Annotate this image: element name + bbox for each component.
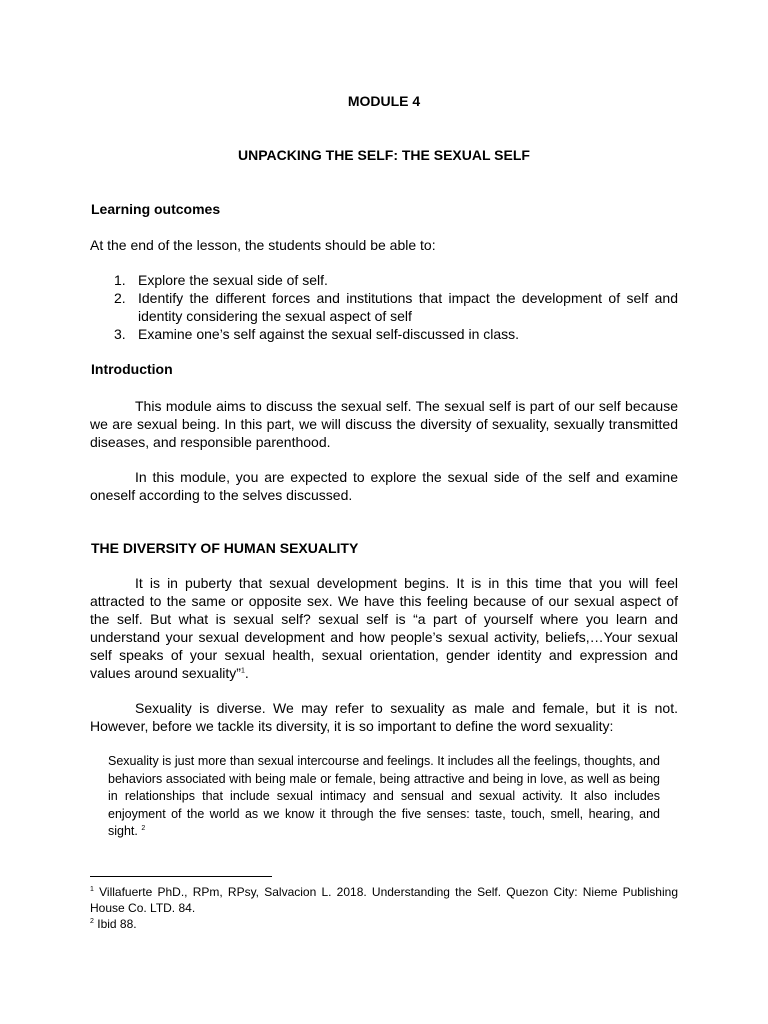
learning-outcomes-intro: At the end of the lesson, the students should be able to: bbox=[90, 237, 436, 253]
learning-outcomes-heading: Learning outcomes bbox=[91, 201, 221, 217]
footnote-1: $^1$ Villafuerte PhD., RPm, RPsy, Salvacion L. 2018. Understanding the Self. Quezon City: Nieme Publishing House Co. LTD. 84. bbox=[90, 885, 678, 915]
footnote-ref: 2 bbox=[141, 824, 146, 832]
list-item: 2. Identify the different forces and institutions that impact the development of self and identity considering the sexual aspect of self bbox=[114, 290, 678, 324]
introduction-paragraph-2: In this module, you are expected to explore the sexual side of the self and examine oneself according to the selves discussed. bbox=[90, 469, 678, 503]
footnote-divider bbox=[90, 876, 272, 877]
list-item: 1. Explore the sexual side of self. bbox=[114, 272, 328, 288]
diversity-heading: THE DIVERSITY OF HUMAN SEXUALITY bbox=[91, 540, 359, 556]
list-item: 3. Examine one’s self against the sexual self-discussed in class. bbox=[114, 326, 520, 342]
footnote-ref: 1 bbox=[240, 667, 245, 675]
diversity-paragraph-1: It is in puberty that sexual development begins. It is in this time that you will feel attracted to the same or opposite sex. We have this feeling because of our sexual aspect of the self. But what is sexual self? sexual self is “a part of yourself where you learn and understand your sexual development and how people’s sexual activity, beliefs,…Your sexual self speaks of your sexual health, sexual orientation, gender identity and expression and values around sexuality”$^1$. bbox=[90, 575, 678, 681]
footnote-2: $^2$ Ibid 88. bbox=[90, 917, 137, 931]
diversity-paragraph-2: Sexuality is diverse. We may refer to sexuality as male and female, but it is not. However, before we tackle its diversity, it is so important to define the word sexuality: bbox=[90, 700, 678, 734]
sexuality-definition-quote: Sexuality is just more than sexual intercourse and feelings. It includes all the feelings, thoughts, and behaviors associated with being male or female, being attractive and being in love, as well as being in relationships that include sexual intimacy and sensual and sexual activity. It also includes enjoyment of the world as we know it through the five senses: taste, touch, smell, hearing, and sight. $^2$ bbox=[108, 754, 660, 838]
module-title: UNPACKING THE SELF: THE SEXUAL SELF bbox=[238, 147, 530, 163]
module-number: MODULE 4 bbox=[347, 93, 421, 109]
introduction-heading: Introduction bbox=[91, 361, 173, 377]
introduction-paragraph-1: This module aims to discuss the sexual self. The sexual self is part of our self because we are sexual being. In this part, we will discuss the diversity of sexuality, sexually transmitted diseases, and responsible parenthood. bbox=[90, 398, 678, 450]
learning-outcomes-list bbox=[90, 271, 678, 343]
